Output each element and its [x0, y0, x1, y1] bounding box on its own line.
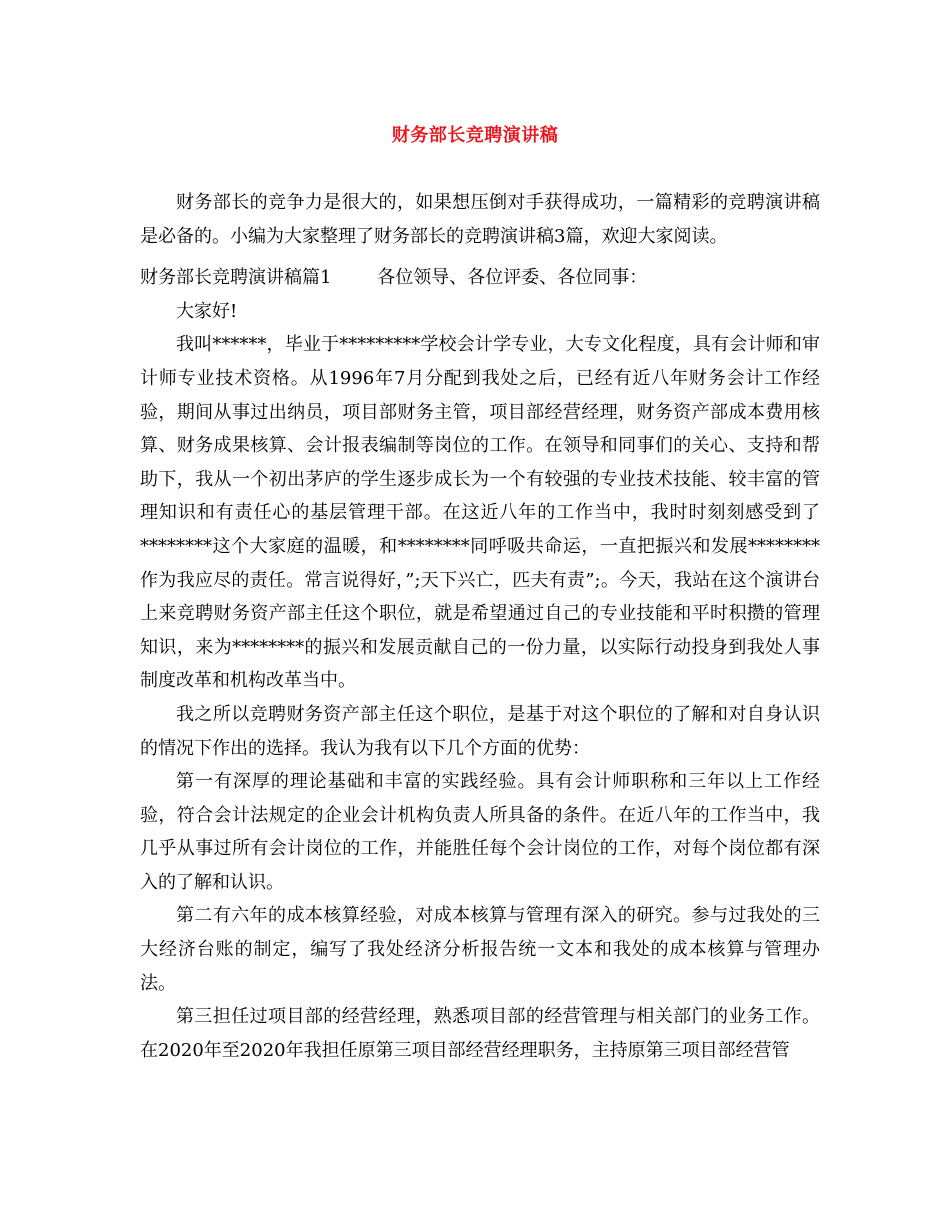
body-paragraph: 第一有深厚的理论基础和丰富的实践经验。具有会计师职称和三年以上工作经验，符合会计法规定的企业会计机构负责人所具备的条件。在近八年的工作当中，我几乎从事过所有会计岗位的工作，并能胜任每个会计岗位的工作，对每个岗位都有深入的了解和认识。 [140, 771, 820, 893]
intro-paragraph: 财务部长的竞争力是很大的，如果想压倒对手获得成功，一篇精彩的竞聘演讲稿是必备的。小编为大家整理了财务部长的竞聘演讲稿3篇，欢迎大家阅读。 [140, 192, 820, 247]
body-paragraph: 第二有六年的成本核算经验，对成本核算与管理有深入的研究。参与过我处的三大经济台账的制定，编写了我处经济分析报告统一文本和我处的成本核算与管理办法。 [140, 905, 820, 994]
body-paragraph: 我叫******，毕业于*********学校会计学专业，大专文化程度，具有会计师和审计师专业技术资格。从1996年7月分配到我处之后，已经有近八年财务会计工作经验，期间从事过出纳员，项目部财务主管，项目部经营经理，财务资产部成本费用核算、财务成果核算、会计报表编制等岗位的工作。在领导和同事们的关心、支持和帮助下，我从一个初出茅庐的学生逐步成长为一个有较强的专业技术技能、较丰富的管理知识和有责任心的基层管理干部。在这近八年的工作当中，我时时刻刻感受到了********这个大家庭的温暖，和********同呼吸共命运，一直把振兴和发展********作为我应尽的责任。常言说得好，”;天下兴亡，匹夫有责”;。今天，我站在这个演讲台上来竞聘财务资产部主任这个职位，就是希望通过自己的专业技能和平时积攒的管理知识，来为********的振兴和发展贡献自己的一份力量，以实际行动投身到我处人事制度改革和机构改革当中。 [140, 334, 820, 692]
document-body [140, 186, 820, 1067]
body-paragraph: 第三担任过项目部的经营经理，熟悉项目部的经营管理与相关部门的业务工作。在2020年至2020年我担任原第三项目部经营经理职务，主持原第三项目部经营管 [140, 1006, 820, 1061]
body-paragraph: 我之所以竞聘财务资产部主任这个职位，是基于对这个职位的了解和对自身认识的情况下作出的选择。我认为我有以下几个方面的优势： [140, 703, 820, 759]
document-title: 财务部长竞聘演讲稿 [391, 125, 559, 146]
greeting-paragraph: 大家好! [176, 300, 238, 322]
section-heading: 财务部长竞聘演讲稿篇1 各位领导、各位评委、各位同事： [140, 267, 648, 289]
